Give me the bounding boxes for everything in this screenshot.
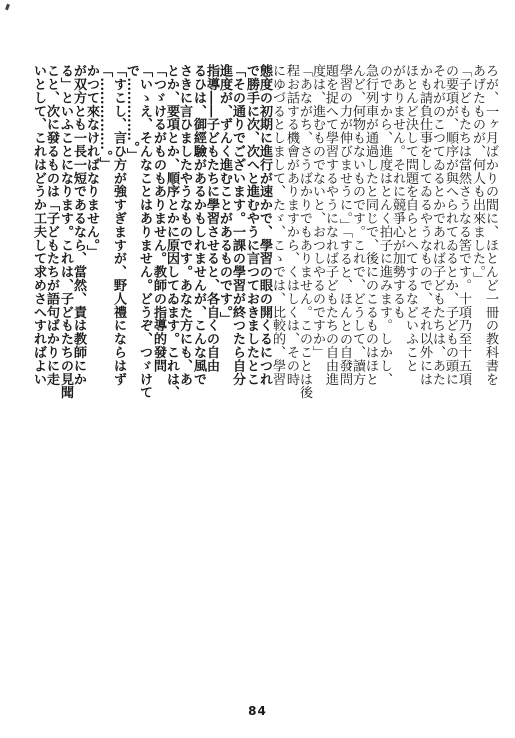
text-column: いとして、これはどうか工夫して求めさへすればよい [31, 64, 46, 386]
text-column: 「いゝえ、そんなことはありません。どうぞ、つゞけて [137, 64, 152, 399]
text-column: それがのこつてゐるとかであれば子どもたちは、あた [430, 64, 445, 386]
text-column: 學習の力が伸びませうに。」「すると、ほんとの自發問 [337, 64, 352, 386]
text-column: んど、何物もないものです。これで、どうして、讀方 [350, 64, 365, 386]
text-column: で勝手に次、次へと進むやうに言つておきましたとこ [244, 64, 259, 386]
text-column: あげたものが、何人も出來ました。」 [470, 64, 485, 286]
text-column: が双方とも一長一短であるなら、當然、責は教師にか [71, 64, 86, 386]
text-column: とか、要項とか、順序とかに原因してゐます。これは、 [164, 64, 179, 399]
text-column: こと、次に發るものは「子どもたちが語句ばかりに走 [44, 64, 59, 386]
text-column: ろが、一ヶ月ばかりの間に、ほとんど一冊の教科書を [483, 64, 498, 386]
text-column: 「‥‥‥‥‥‥‥‥。」 [97, 64, 112, 171]
text-column: かも請負仕事をしてゐるやうなもので、それ以外には [417, 64, 432, 386]
text-column: 程お話する機會がありますから、くはしくは、その時 [284, 64, 299, 386]
text-column: 「つゞけるがものもありません。教師の指導的發問 [151, 64, 166, 373]
text-column: 度は、進むものでないと、おつしやるのですか」 [310, 64, 325, 359]
text-column: 「あながち、さうばかりでもありません。このことは後 [297, 64, 312, 399]
text-column: 「すこし、言ひ方が強すぎますが、野人禮にならはず [111, 64, 126, 386]
text-column: で‥‥‥‥‥‥‥。」 [124, 64, 139, 162]
text-column: 「その通りでございます。一課の學習が終つたら自分 [230, 64, 245, 386]
text-column: 態度の初期に進行が速かで、學習の眼の開くるにつれ [257, 64, 272, 386]
corner-mark [5, 4, 10, 11]
text-column: の要項が、順序が與へられてゐるとか、子どもの頭に [443, 64, 458, 386]
text-column: 「子どもたちは當然さうなる筈です。十項乃至十五項 [456, 64, 471, 386]
text-column: のですから、進度はとんく拍子に進みます。しかし、 [377, 64, 392, 386]
text-column: るひは、御經驗があるかもしれませんが、こんな風で [191, 64, 206, 386]
text-column: かつて來なければなりません。」 [84, 64, 99, 259]
text-column: さきに言ひましたやうなものです。あなた方にも、あ [177, 64, 192, 386]
text-column: 急行列車が通過したと同じで、後にのこるものはほと [363, 64, 378, 386]
text-column: 題を捉へて學習するやうになれば子どもたちの自由進 [323, 64, 338, 386]
text-column: にゆづるとしまして、たゞ、こゝでは、比較的、學習 [270, 64, 285, 386]
text-column: 進度が、ずんく進むことがあるものです。」 [217, 64, 232, 326]
text-column: る」といふことになります。これは、子どもたちの見聞 [58, 64, 73, 399]
text-column: がありません。それに競爭心が加勢するも [390, 64, 405, 319]
text-column: 指導――子どもたちに學習させると、各自くの自由 [204, 64, 219, 373]
page-number: 84 [248, 704, 267, 718]
text-column: ほとんど決して問題を自らとへてするなどいふこと [403, 64, 418, 373]
